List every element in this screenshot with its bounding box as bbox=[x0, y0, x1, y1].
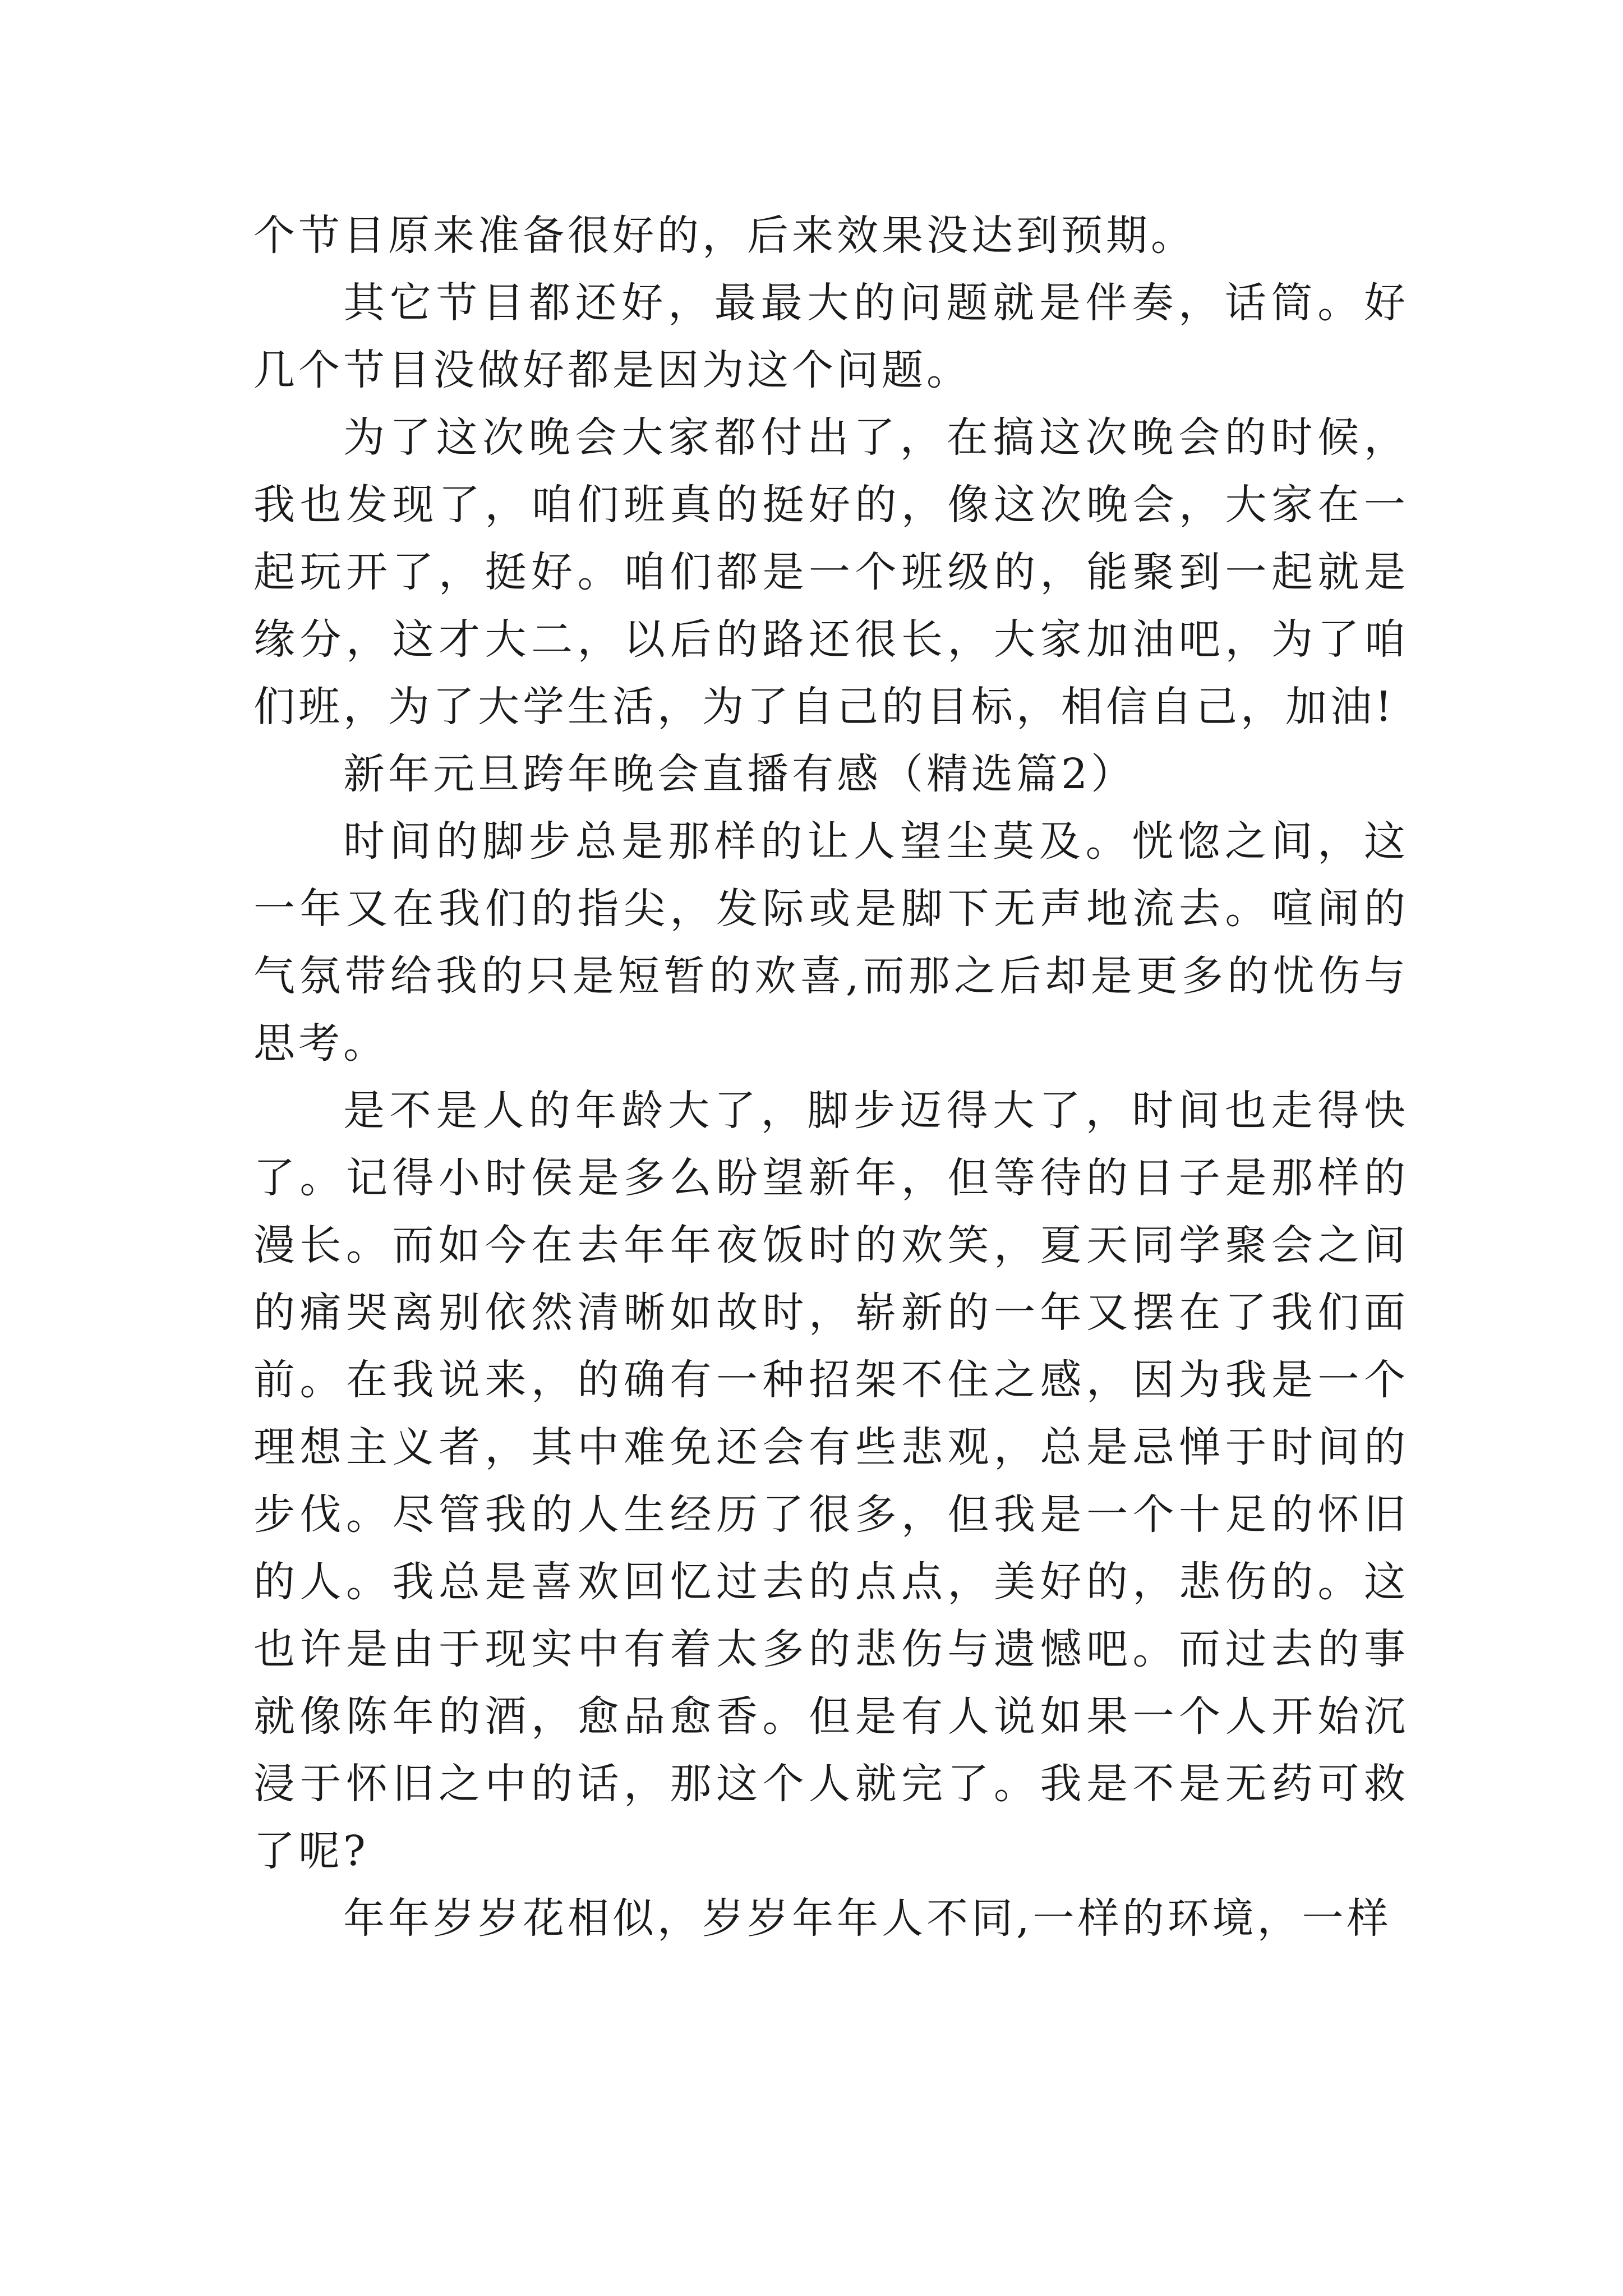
section-heading: 新年元旦跨年晚会直播有感（精选篇2） bbox=[343, 750, 1136, 798]
paragraph: 其它节目都还好，最最大的问题就是伴奏，话筒。好几个节目没做好都是因为这个问题。 bbox=[253, 279, 1409, 394]
paragraph-continuation: 个节目原来准备很好的，后来效果没达到预期。 bbox=[253, 211, 1196, 260]
document-body bbox=[253, 202, 1409, 1952]
paragraph: 是不是人的年龄大了，脚步迈得大了，时间也走得快了。记得小时侯是多么盼望新年，但等待的日子是那样的漫长。而如今在去年年夜饭时的欢笑，夏天同学聚会之间的痛哭离别依然清晰如故时，崭新的一年又摆在了我们面前。在我说来，的确有一种招架不住之感，因为我是一个理想主义者，其中难免还会有些悲观，总是忌惮于时间的步伐。尽管我的人生经历了很多，但我是一个十足的怀旧的人。我总是喜欢回忆过去的点点，美好的，悲伤的。这也许是由于现实中有着太多的悲伤与遗憾吧。而过去的事就像陈年的酒，愈品愈香。但是有人说如果一个人开始沉浸于怀旧之中的话，那这个人就完了。我是不是无药可救了呢? bbox=[253, 1087, 1409, 1875]
paragraph-partial: 年年岁岁花相似，岁岁年年人不同,一样的环境，一样 bbox=[343, 1894, 1392, 1943]
paragraph: 为了这次晚会大家都付出了，在搞这次晚会的时候，我也发现了，咱们班真的挺好的，像这次晚会，大家在一起玩开了，挺好。咱们都是一个班级的，能聚到一起就是缘分，这才大二，以后的路还很长，大家加油吧，为了咱们班，为了大学生活，为了自己的目标，相信自己，加油! bbox=[253, 413, 1409, 731]
paragraph: 时间的脚步总是那样的让人望尘莫及。恍惚之间，这一年又在我们的指尖，发际或是脚下无声地流去。喧闹的气氛带给我的只是短暂的欢喜,而那之后却是更多的忧伤与思考。 bbox=[253, 817, 1409, 1068]
